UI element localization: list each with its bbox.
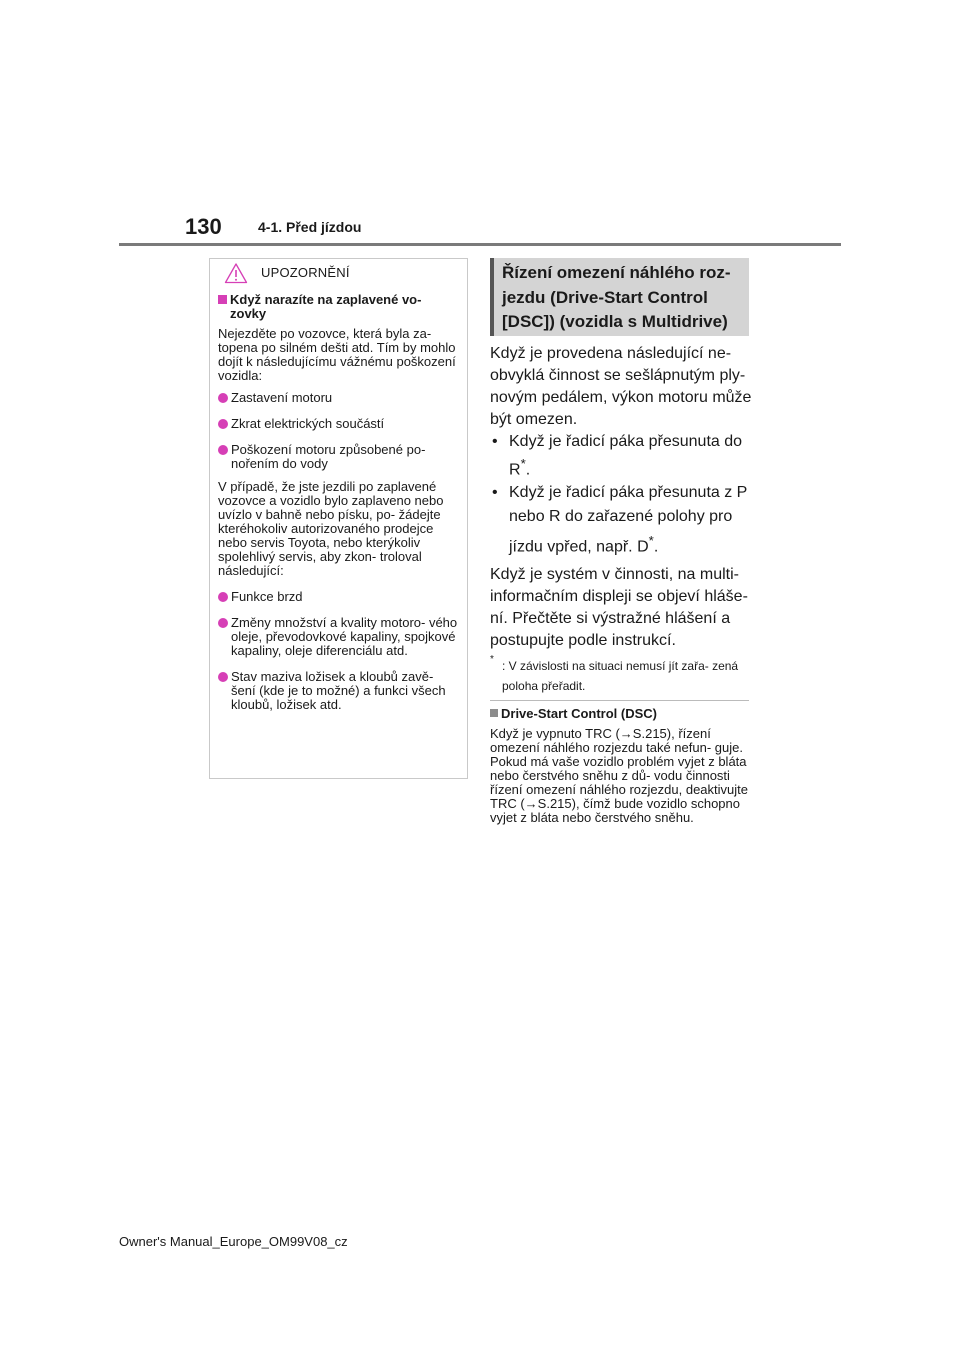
warning-body xyxy=(218,293,458,724)
footnote-text: : V závislosti na situaci nemusí jít zařa- zená poloha přeřadit. xyxy=(502,658,739,693)
main-bullet-end: . xyxy=(653,538,659,556)
warning-bullet-text: Změny množství a kvality motoro- vého oleje, převodovkové kapaliny, spojkové kapaliny, oleje diferenciálu atd. xyxy=(231,615,458,658)
bullet-glyph: • xyxy=(492,484,498,502)
main-text xyxy=(490,343,752,696)
note-divider xyxy=(490,700,749,701)
warning-bullet-text: Stav maziva ložisek a kloubů zavě- šení (kde je to možné) a funkci všech kloubů, ložisek atd. xyxy=(231,669,446,712)
footer-text: Owner's Manual_Europe_OM99V08_cz xyxy=(119,1234,348,1249)
circle-bullet-icon xyxy=(218,419,228,429)
warning-box xyxy=(209,258,468,779)
warning-subheading-text: Když narazíte na zaplavené vo- zovky xyxy=(230,292,422,321)
circle-bullet-icon xyxy=(218,618,228,628)
section-title: 4-1. Před jízdou xyxy=(258,219,362,235)
square-bullet-icon xyxy=(218,295,227,304)
asterisk-mark: * xyxy=(648,533,654,549)
main-bullet-text: Když je řadicí páka přesunuta do R xyxy=(509,433,743,479)
main-bullet-end: . xyxy=(525,461,531,479)
system-paragraph: Když je systém v činnosti, na multi- informačním displeji se objeví hláše- ní. Přečtěte si výstražné hlášení a postupujte podle instrukcí. xyxy=(490,565,748,649)
warning-bullet xyxy=(218,616,458,658)
warning-header xyxy=(210,259,467,285)
bullet-glyph: • xyxy=(492,433,498,450)
footnote xyxy=(490,653,752,696)
warning-bullet-text: Funkce brzd xyxy=(231,589,303,604)
info-note xyxy=(490,707,752,825)
warning-title: UPOZORNĚNÍ xyxy=(261,265,350,280)
warning-subheading xyxy=(218,293,458,321)
warning-paragraph-1: Nejezděte po vozovce, která byla za- topena po silném dešti atd. Tím by mohlo dojít k následujícímu vážnému poškození vozidla: xyxy=(218,326,456,383)
asterisk-mark: * xyxy=(520,456,526,471)
footnote-asterisk: * xyxy=(490,653,494,665)
warning-bullet xyxy=(218,670,458,712)
note-heading xyxy=(490,707,752,721)
main-bullet xyxy=(490,431,752,481)
heading-accent-bar xyxy=(490,258,494,336)
note-title: Drive-Start Control (DSC) xyxy=(501,706,658,721)
main-bullet-text: Když je řadicí páka přesunuta z P nebo R do zařazené polohy pro jízdu vpřed, např. D xyxy=(509,484,748,556)
intro-paragraph: Když je provedena následující ne- obvyklá činnost se sešlápnutým ply- novým pedálem, výkon motoru může být omezen. xyxy=(490,345,752,428)
circle-bullet-icon xyxy=(218,672,228,682)
section-heading: Řízení omezení náhlého roz- jezdu (Drive-Start Control [DSC]) (vozidla s Multidrive) xyxy=(502,263,731,331)
square-bullet-icon xyxy=(490,709,498,717)
circle-bullet-icon xyxy=(218,445,228,455)
note-body: Když je vypnuto TRC (→S.215), řízení omezení náhlého rozjezdu také nefun- guje. Pokud má vaše vozidlo problém vyjet z bláta nebo čerstvého sněhu z dů- vodu činnosti řízení omezení náhlého rozjezdu, deaktivujte TRC (→S.215), čímž bude vozidlo schopno vyjet z bláta nebo čerstvého sněhu. xyxy=(490,726,748,825)
section-heading-box xyxy=(490,258,749,336)
warning-paragraph-2: V případě, že jste jezdili po zaplavené vozovce a vozidlo bylo zaplaveno nebo uvízlo v bahně nebo písku, po- žádejte kteréhokoliv autorizovaného prodejce nebo servis Toyota, nebo kterýkoliv spolehlivý servis, aby zkon- troloval následující: xyxy=(218,479,444,578)
page-number: 130 xyxy=(185,214,222,239)
warning-triangle-icon xyxy=(224,262,248,289)
header-rule xyxy=(119,243,841,246)
warning-bullet xyxy=(218,590,458,604)
warning-bullet-text: Poškození motoru způsobené po- nořením do vody xyxy=(231,442,426,471)
warning-bullet-text: Zkrat elektrických součástí xyxy=(231,416,385,431)
main-bullet xyxy=(490,481,752,559)
warning-bullet xyxy=(218,391,458,405)
circle-bullet-icon xyxy=(218,592,228,602)
circle-bullet-icon xyxy=(218,393,228,403)
warning-bullet xyxy=(218,443,458,471)
warning-bullet xyxy=(218,417,458,431)
warning-bullet-text: Zastavení motoru xyxy=(231,390,333,405)
